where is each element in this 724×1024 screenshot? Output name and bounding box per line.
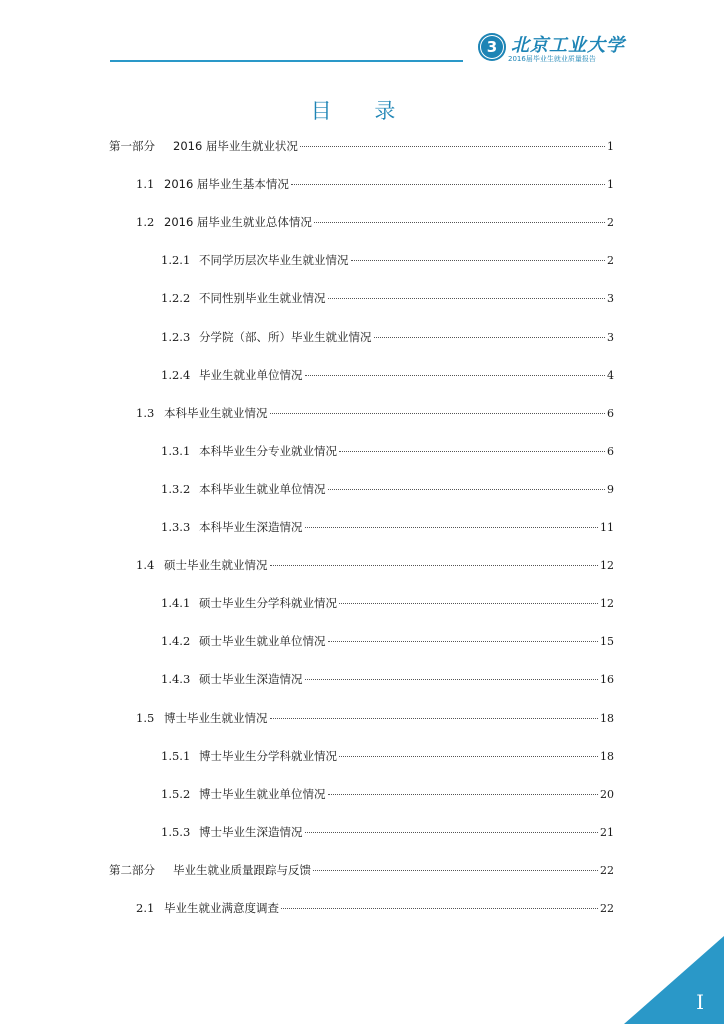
toc-leader-dots [281, 908, 598, 909]
toc-entry-label: 博士毕业生深造情况 [199, 824, 303, 839]
toc-entry[interactable] [161, 671, 614, 687]
toc-entry-number: 1.4.1 [161, 596, 191, 611]
toc-entry-number: 1.2.1 [161, 253, 191, 268]
toc-entry-number: 1.4 [136, 558, 155, 573]
toc-entry-label: 硕士毕业生就业情况 [164, 558, 268, 573]
toc-entry[interactable] [161, 748, 614, 764]
toc-title: 目 录 [310, 99, 414, 123]
toc-entry-label: 2016 届毕业生基本情况 [164, 177, 289, 192]
toc-entry-page: 1 [607, 140, 614, 153]
toc-entry-number: 1.3 [136, 405, 155, 420]
toc-entry-label: 毕业生就业质量跟踪与反馈 [173, 862, 311, 877]
toc-leader-dots [305, 832, 599, 833]
page-number: I [696, 990, 704, 1014]
toc-leader-dots [328, 794, 599, 795]
toc-entry-number: 1.3.3 [161, 520, 191, 534]
toc-entry-page: 16 [600, 673, 614, 687]
toc-entry[interactable] [161, 443, 614, 459]
toc-entry-label: 不同性别毕业生就业情况 [199, 291, 326, 306]
toc-leader-dots [328, 489, 606, 490]
toc-entry-number: 1.5 [136, 710, 155, 725]
toc-leader-dots [339, 756, 598, 757]
toc-entry[interactable] [136, 710, 614, 726]
toc-entry[interactable] [109, 862, 614, 878]
toc-entry-page: 20 [600, 787, 614, 801]
toc-entry-label: 本科毕业生就业单位情况 [199, 481, 326, 496]
toc-entry-number: 1.3.2 [161, 481, 191, 496]
toc-entry-label: 本科毕业生分专业就业情况 [199, 443, 337, 458]
toc-entry-label: 博士毕业生就业情况 [164, 710, 268, 725]
toc-leader-dots [291, 184, 605, 185]
toc-entry-label: 不同学历层次毕业生就业情况 [199, 253, 349, 268]
report-title: 2016届毕业生就业质量报告 [508, 55, 596, 63]
toc-leader-dots [270, 565, 599, 566]
toc-leader-dots [270, 718, 599, 719]
toc-leader-dots [328, 641, 599, 642]
toc-leader-dots [305, 527, 599, 528]
toc-entry-page: 18 [600, 711, 614, 725]
toc-entry-number: 1.1 [136, 177, 155, 192]
toc-entry-label: 博士毕业生分学科就业情况 [199, 748, 337, 763]
logo-badge-icon: 3 [478, 33, 506, 61]
toc-entry-number: 1.2 [136, 215, 155, 230]
toc-entry-page: 12 [600, 559, 614, 573]
toc-entry[interactable] [136, 557, 614, 573]
toc-leader-dots [270, 413, 606, 414]
toc-entry[interactable] [136, 405, 614, 421]
toc-entry-page: 15 [600, 635, 614, 649]
toc-entry[interactable] [161, 519, 614, 535]
toc-entry[interactable] [136, 214, 614, 230]
toc-entry-label: 2016 届毕业生就业状况 [173, 139, 298, 153]
toc-entry-label: 硕士毕业生深造情况 [199, 672, 303, 687]
toc-entry[interactable] [161, 329, 614, 345]
toc-entry-page: 21 [600, 825, 614, 839]
toc-entry-label: 2016 届毕业生就业总体情况 [164, 215, 312, 230]
toc-entry-label: 分学院（部、所）毕业生就业情况 [199, 329, 372, 344]
toc-leader-dots [339, 603, 598, 604]
toc-leader-dots [339, 451, 605, 452]
toc-leader-dots [305, 679, 599, 680]
toc-entry-label: 硕士毕业生分学科就业情况 [199, 596, 337, 611]
toc-entry-number: 1.3.1 [161, 443, 191, 458]
toc-entry-number: 1.5.3 [161, 824, 191, 839]
toc-entry[interactable] [161, 481, 614, 497]
header-rule [110, 60, 463, 62]
corner-decoration [624, 936, 724, 1024]
toc-entry[interactable] [161, 824, 614, 840]
toc-entry-label: 本科毕业生就业情况 [164, 405, 268, 420]
toc-entry-page: 6 [607, 406, 614, 420]
toc-entry-page: 2 [607, 254, 614, 268]
toc-leader-dots [300, 146, 605, 147]
toc-entry[interactable] [136, 900, 614, 916]
toc-entry[interactable] [161, 595, 614, 611]
university-name: 北京工业大学 [511, 35, 625, 56]
toc-leader-dots [314, 222, 605, 223]
toc-entry[interactable] [161, 252, 614, 268]
toc-entry-label: 毕业生就业满意度调查 [164, 901, 279, 915]
toc-entry-page: 3 [607, 330, 614, 344]
toc-entry-label: 硕士毕业生就业单位情况 [199, 634, 326, 649]
toc-entry-label: 博士毕业生就业单位情况 [199, 786, 326, 801]
toc-entry-number: 1.4.2 [161, 634, 191, 649]
toc-leader-dots [313, 870, 598, 871]
toc-entry-page: 1 [607, 178, 614, 192]
toc-entry-page: 9 [607, 482, 614, 496]
toc-entry-page: 22 [600, 902, 614, 915]
toc-entry-page: 2 [607, 216, 614, 230]
toc-entry-label: 毕业生就业单位情况 [199, 367, 303, 382]
toc-leader-dots [328, 298, 606, 299]
toc-entry[interactable] [161, 633, 614, 649]
toc-entry-number: 1.2.2 [161, 291, 191, 306]
toc-entry-page: 12 [600, 597, 614, 611]
toc-entry-number: 1.2.3 [161, 329, 191, 344]
toc-entry-number: 2.1 [136, 901, 155, 915]
toc-entry[interactable] [161, 786, 614, 802]
toc-leader-dots [351, 260, 606, 261]
toc-entry-page: 6 [607, 444, 614, 458]
toc-entry-number: 1.4.3 [161, 672, 191, 687]
toc-entry[interactable] [161, 290, 614, 306]
toc-entry-page: 4 [607, 368, 614, 382]
toc-entry-page: 3 [607, 292, 614, 306]
toc-entry-page: 11 [600, 521, 614, 534]
toc-entry-number: 1.5.1 [161, 748, 191, 763]
toc-entry[interactable] [109, 138, 614, 154]
toc-entry[interactable] [161, 367, 614, 383]
toc-entry-label: 本科毕业生深造情况 [199, 520, 303, 534]
university-logo [478, 33, 625, 65]
toc-entry-number: 1.2.4 [161, 367, 191, 382]
toc-leader-dots [374, 337, 606, 338]
toc-leader-dots [305, 375, 606, 376]
toc-entry-number: 1.5.2 [161, 786, 191, 801]
toc-entry-page: 22 [600, 863, 614, 877]
toc-entry[interactable] [136, 176, 614, 192]
toc-entry-number: 第一部分 [109, 139, 155, 153]
toc-entry-number: 第二部分 [109, 862, 155, 877]
toc-entry-page: 18 [600, 749, 614, 763]
